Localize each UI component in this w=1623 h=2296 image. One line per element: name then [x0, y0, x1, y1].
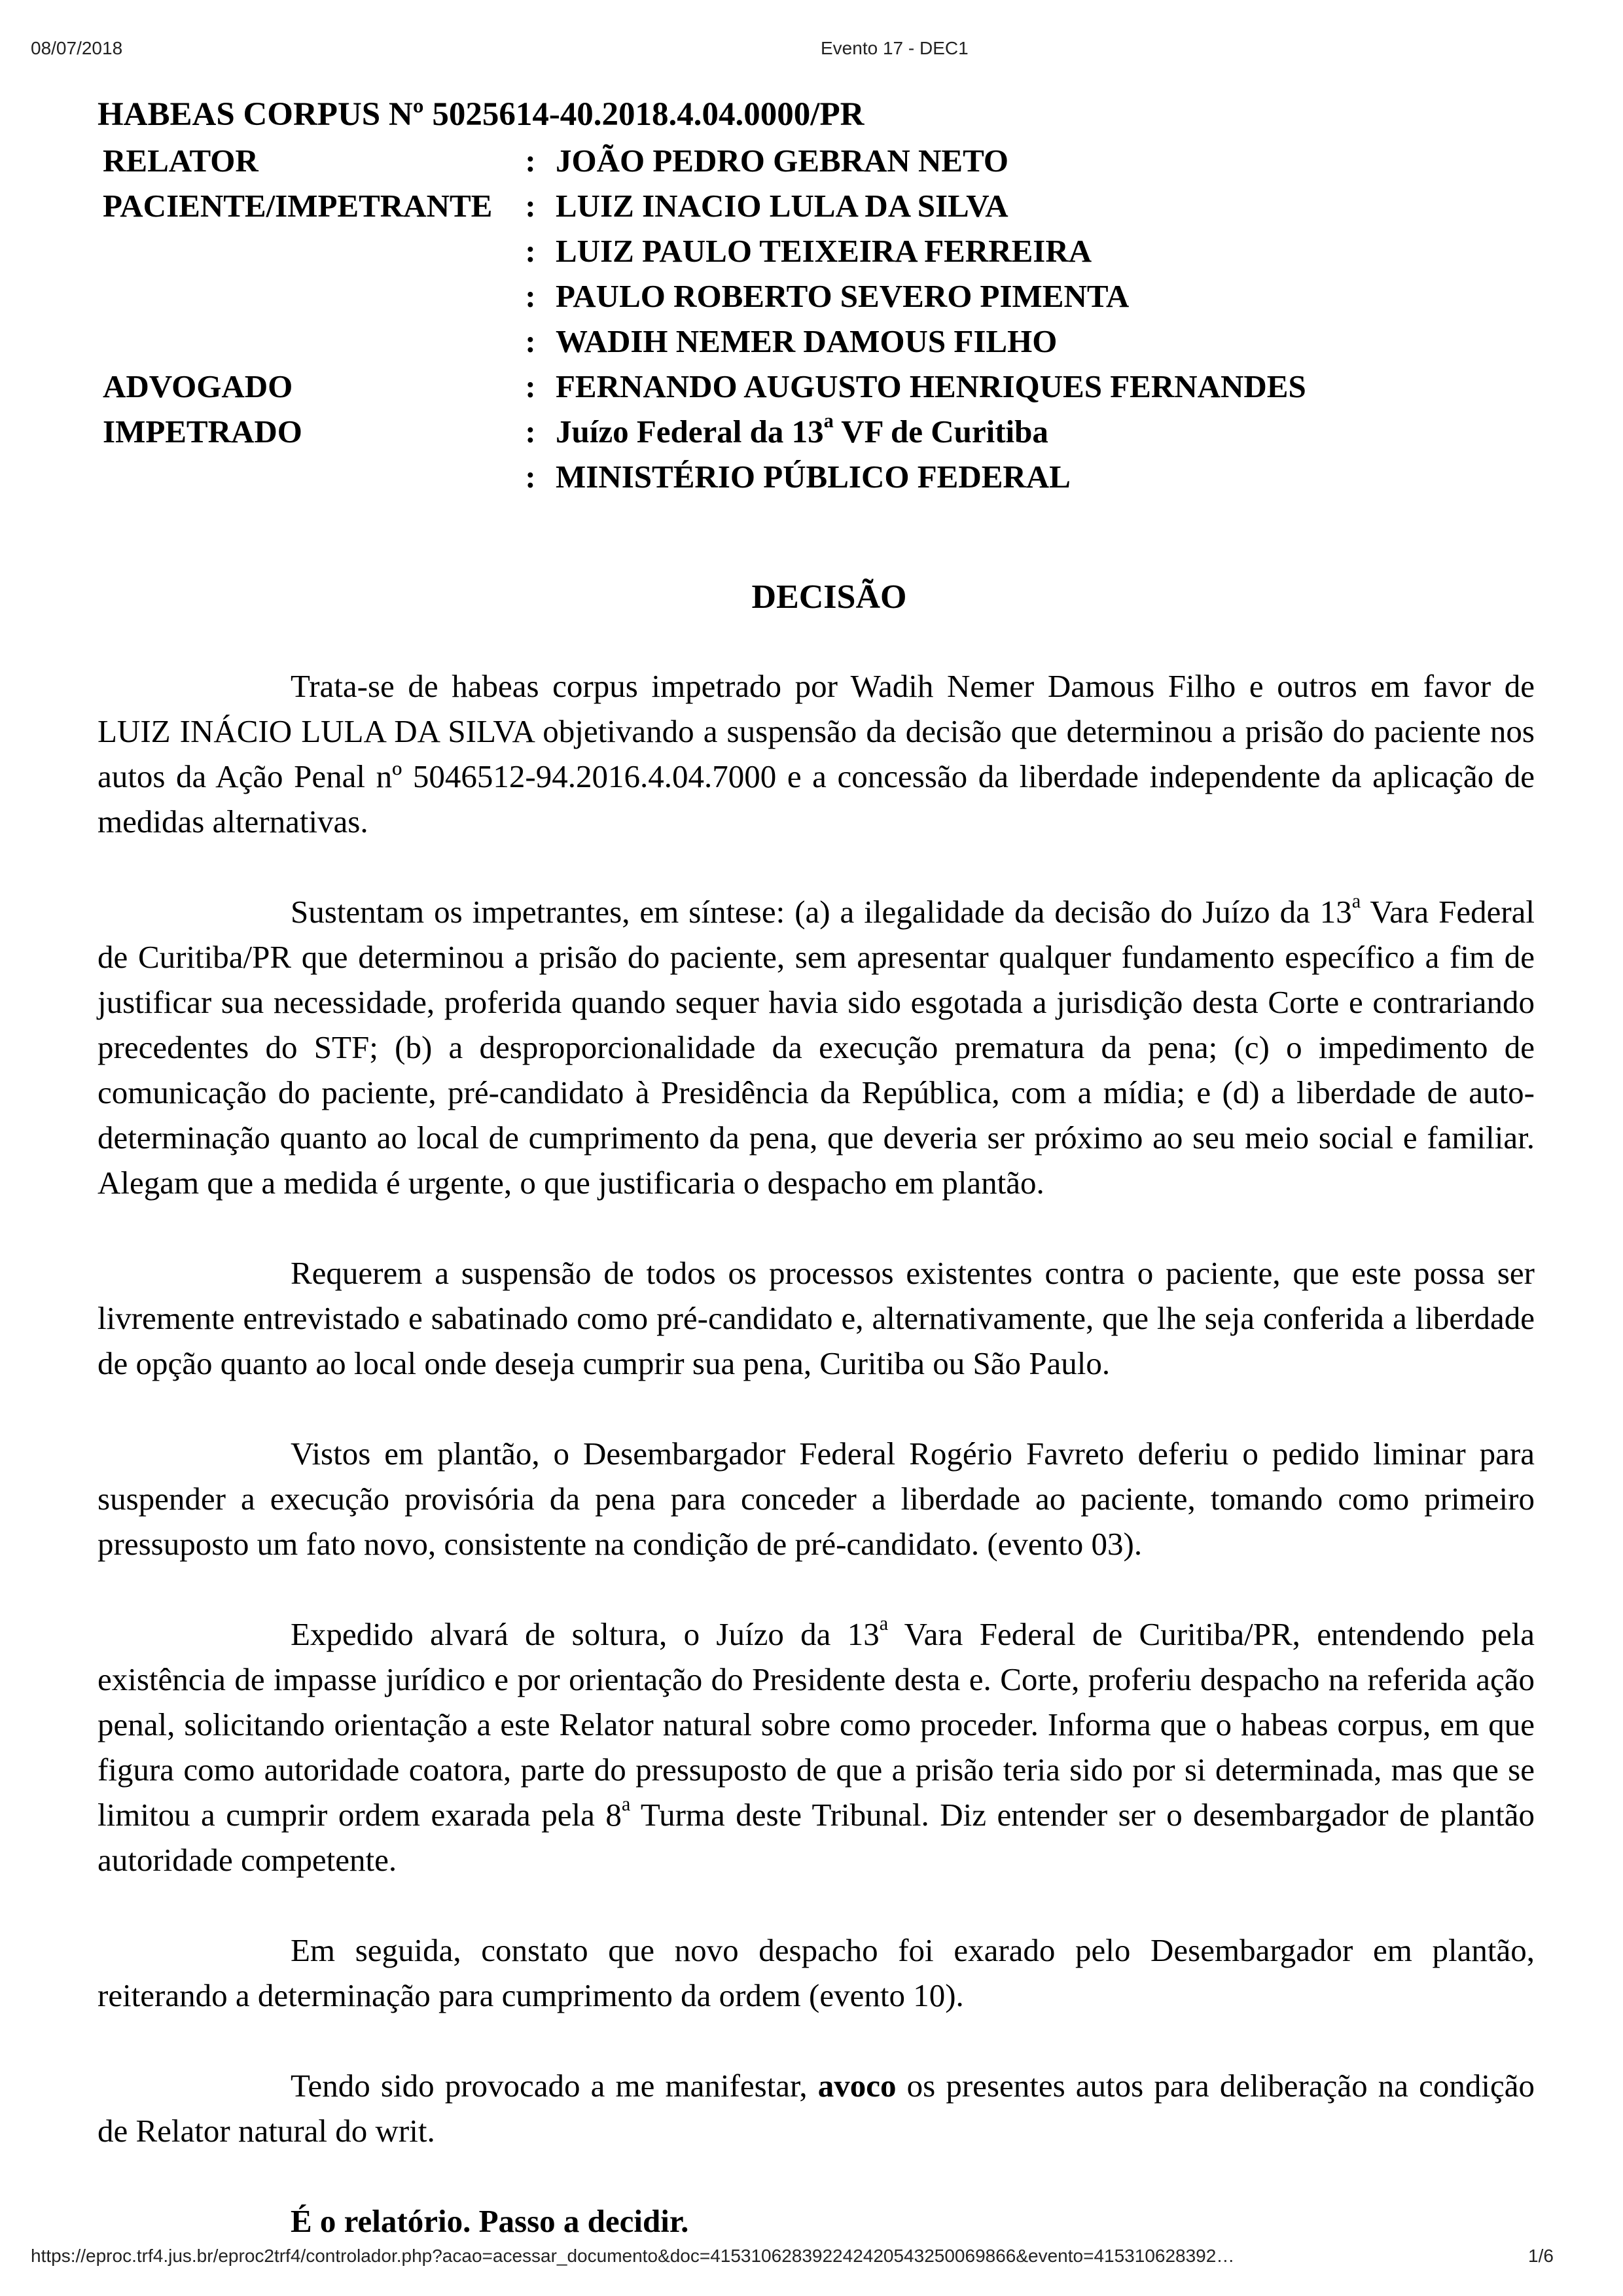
party-name: PAULO ROBERTO SEVERO PIMENTA [556, 278, 1130, 314]
party-name-text: VF de Curitiba [833, 414, 1048, 450]
paragraph [98, 2063, 1535, 2153]
closing-statement: É o relatório. Passo a decidir. [291, 2203, 689, 2239]
case-title: HABEAS CORPUS Nº 5025614-40.2018.4.04.0000/PR [98, 96, 865, 133]
paragraph [98, 1612, 1535, 1882]
party-role: IMPETRADO [103, 414, 302, 450]
ordinal-superscript: a [879, 1612, 889, 1635]
ordinal-superscript: a [621, 1793, 631, 1816]
party-colon: : [525, 414, 536, 450]
party-name [556, 409, 1535, 454]
paragraph: Trata-se de habeas corpus impetrado por Wadih Nemer Damous Filho e outros em favor de LUIZ INÁCIO LULA DA SILVA objetivando a suspensão da decisão que determinou a prisão do paciente nos autos da Ação Penal nº 5046512-94.2016.4.04.7000 e a concessão da liberdade independente da aplicação de medidas alternativas. [98, 668, 1535, 839]
party-row [98, 183, 1535, 228]
party-colon: : [525, 143, 536, 179]
page-number: 1/6 [1528, 2246, 1554, 2266]
paragraph-text: Turma deste Tribunal. Diz entender ser o desembargador de plantão autoridade competente. [98, 1797, 1535, 1878]
party-row [98, 364, 1535, 409]
party-role [98, 319, 505, 364]
party-row [98, 138, 1535, 183]
party-name: MINISTÉRIO PÚBLICO FEDERAL [556, 459, 1071, 495]
paragraph-text: Vara Federal de Curitiba/PR, entendendo pela existência de impasse jurídico e por orientação do Presidente desta e. Corte, proferiu despacho na referida ação penal, solicitando orientação a este Relator natural sobre como proceder. Informa que o habeas corpus, em que figura como autoridade coatora, parte do pressuposto de que a prisão teria sido por si determinada, mas que se limitou a cumprir ordem exarada pela 8 [98, 1616, 1535, 1833]
paragraph [98, 889, 1535, 1205]
party-role: ADVOGADO [103, 368, 293, 404]
parties-table [98, 138, 1535, 499]
ordinal-superscript: a [1351, 890, 1361, 913]
paragraph-text: Vara Federal de Curitiba/PR que determinou a prisão do paciente, sem apresentar qualquer fundamento específico a fim de justificar sua necessidade, proferida quando sequer havia sido esgotada a jurisdição desta Corte e contrariando precedentes do STF; (b) a desproporcionalidade da execução prematura da pena; (c) o impedimento de comunicação do paciente, pré-candidato à Presidência da República, com a mídia; e (d) a liberdade de auto-determinação quanto ao local de cumprimento da pena, que deveria ser próximo ao seu meio social e familiar. Alegam que a medida é urgente, o que justificaria o despacho em plantão. [98, 894, 1535, 1201]
party-name: JOÃO PEDRO GEBRAN NETO [556, 143, 1008, 179]
print-event-label: Evento 17 - DEC1 [821, 38, 969, 58]
party-colon: : [525, 278, 536, 314]
party-row [98, 454, 1535, 499]
party-role [98, 228, 505, 274]
paragraph-text: Tendo sido provocado a me manifestar, [291, 2068, 818, 2104]
paragraph: Em seguida, constato que novo despacho foi exarado pelo Desembargador em plantão, reiterando a determinação para cumprimento da ordem (evento 10). [98, 1932, 1535, 2013]
party-colon: : [525, 459, 536, 495]
party-role [98, 274, 505, 319]
party-row [98, 319, 1535, 364]
paragraph: Vistos em plantão, o Desembargador Federal Rogério Favreto deferiu o pedido liminar para suspender a execução provisória da pena para conceder a liberdade ao paciente, tomando como primeiro pressuposto um fato novo, consistente na condição de pré-candidato. (evento 03). [98, 1436, 1535, 1562]
party-role: RELATOR [103, 143, 259, 179]
paragraph-text: Expedido alvará de soltura, o Juízo da 13 [291, 1616, 880, 1652]
paragraph-text: Sustentam os impetrantes, em síntese: (a) a ilegalidade da decisão do Juízo da 13 [291, 894, 1352, 930]
paragraph-text: os presentes autos para deliberação na condição de Relator natural do writ. [98, 2068, 1535, 2149]
party-colon: : [525, 233, 536, 269]
party-row [98, 409, 1535, 454]
party-colon: : [525, 368, 536, 404]
party-name-text: Juízo Federal da 13 [556, 414, 824, 450]
document-page [98, 94, 1535, 2244]
ordinal-superscript: a [823, 410, 834, 433]
party-colon: : [525, 188, 536, 224]
party-name: FERNANDO AUGUSTO HENRIQUES FERNANDES [556, 368, 1306, 404]
emphasis-text: avoco [817, 2068, 897, 2104]
party-row [98, 274, 1535, 319]
party-row [98, 228, 1535, 274]
party-colon: : [525, 323, 536, 359]
party-name: LUIZ INACIO LULA DA SILVA [556, 188, 1008, 224]
print-url: https://eproc.trf4.jus.br/eproc2trf4/controlador.php?acao=acessar_documento&doc=415310628392242420543250069866&evento=415310628392… [31, 2246, 1235, 2266]
section-heading: DECISÃO [751, 578, 907, 616]
print-date: 08/07/2018 [31, 38, 123, 58]
party-name: LUIZ PAULO TEIXEIRA FERREIRA [556, 233, 1092, 269]
party-name: WADIH NEMER DAMOUS FILHO [556, 323, 1058, 359]
paragraph: Requerem a suspensão de todos os processos existentes contra o paciente, que este possa ser livremente entrevistado e sabatinado como pré-candidato e, alternativamente, que lhe seja conferida a liberdade de opção quanto ao local onde deseja cumprir sua pena, Curitiba ou São Paulo. [98, 1255, 1535, 1381]
party-role: PACIENTE/IMPETRANTE [103, 188, 493, 224]
party-role [98, 454, 505, 499]
